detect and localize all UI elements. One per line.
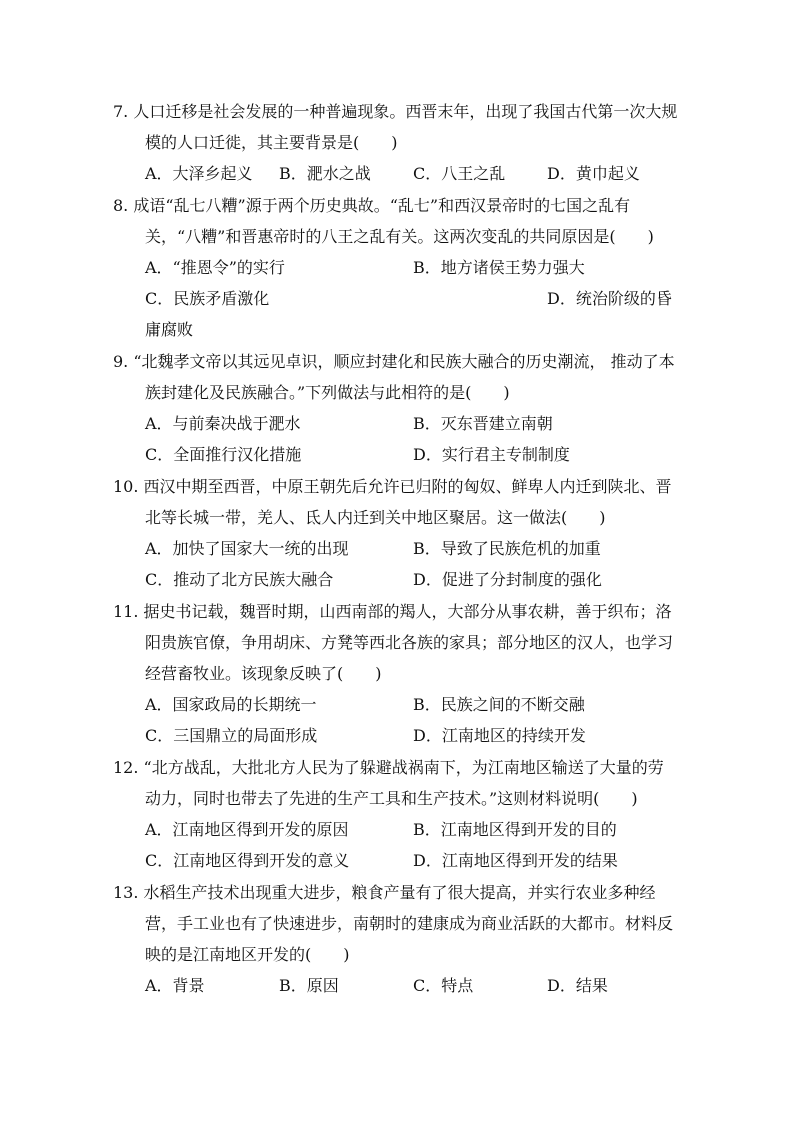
options-row <box>113 689 678 720</box>
options-row <box>113 845 678 876</box>
question-stem <box>113 190 678 252</box>
options-row <box>113 314 678 345</box>
options-row <box>113 283 678 314</box>
option-c: C．民族矛盾激化 <box>145 289 270 308</box>
question-11 <box>113 596 678 751</box>
question-text: 成语“乱七八糟”源于两个历史典故。“乱七”和西汉景帝时的七国之乱有关，“八糟”和晋惠帝时的八王之乱有关。这两次变乱的共同原因是( ) <box>133 196 654 246</box>
question-stem <box>113 752 678 814</box>
options-row <box>113 533 678 564</box>
question-text: “北方战乱，大批北方人民为了躲避战祸南下，为江南地区输送了大量的劳动力，同时也带去了先进的生产工具和生产技术。”这则材料说明( ) <box>143 758 664 808</box>
option-c: C．江南地区得到开发的意义 <box>145 851 350 870</box>
option-b: B．地方诸侯王势力强大 <box>413 258 585 277</box>
options-row <box>113 970 678 1001</box>
question-text: 人口迁移是社会发展的一种普遍现象。西晋末年，出现了我国古代第一次大规模的人口迁徙，其主要背景是( ) <box>133 102 678 152</box>
question-7 <box>113 96 678 189</box>
option-d: D．促进了分封制度的强化 <box>413 570 602 589</box>
options-row <box>113 252 678 283</box>
option-d: D．统治阶级的昏 <box>547 289 672 308</box>
option-c: C．八王之乱 <box>413 164 506 183</box>
option-a: A．大泽乡起义 <box>145 164 253 183</box>
option-c: C．推动了北方民族大融合 <box>145 570 334 589</box>
question-stem <box>113 346 678 408</box>
question-number: 8. <box>113 196 129 215</box>
option-a: A．加快了国家大一统的出现 <box>145 539 349 558</box>
question-9 <box>113 346 678 470</box>
question-number: 7. <box>113 102 129 121</box>
question-number: 13. <box>113 883 139 902</box>
option-c: C．特点 <box>413 976 474 995</box>
option-a: A．与前秦决战于淝水 <box>145 414 301 433</box>
question-number: 9. <box>113 352 129 371</box>
option-b: B．淝水之战 <box>279 164 371 183</box>
question-text: 西汉中期至西晋，中原王朝先后允许已归附的匈奴、鲜卑人内迁到陕北、晋北等长城一带，羌人、氐人内迁到关中地区聚居。这一做法( ) <box>143 477 672 527</box>
question-stem <box>113 471 678 533</box>
option-c: C．三国鼎立的局面形成 <box>145 726 318 745</box>
option-d: D．实行君主专制制度 <box>413 445 570 464</box>
option-b: B．原因 <box>279 976 339 995</box>
option-b: B．灭东晋建立南朝 <box>413 414 553 433</box>
question-stem <box>113 596 678 689</box>
option-b: B．江南地区得到开发的目的 <box>413 820 617 839</box>
options-row <box>113 814 678 845</box>
option-c: C．全面推行汉化措施 <box>145 445 302 464</box>
question-number: 11. <box>113 602 139 621</box>
option-b: B．民族之间的不断交融 <box>413 695 585 714</box>
question-12 <box>113 752 678 876</box>
question-text: 据史书记载，魏晋时期，山西南部的羯人，大部分从事农耕，善于织布；洛阳贵族官僚，争用胡床、方凳等西北各族的家具；部分地区的汉人，也学习经营畜牧业。该现象反映了( ) <box>143 602 674 683</box>
option-d: D．结果 <box>547 976 608 995</box>
question-number: 10. <box>113 477 139 496</box>
option-d: D．江南地区得到开发的结果 <box>413 851 618 870</box>
options-row <box>113 158 678 189</box>
question-stem <box>113 96 678 158</box>
question-text: 水稻生产技术出现重大进步，粮食产量有了很大提高，并实行农业多种经营，手工业也有了快速进步，南朝时的建康成为商业活跃的大都市。材料反映的是江南地区开发的( ) <box>143 883 674 964</box>
option-b: B．导致了民族危机的加重 <box>413 539 601 558</box>
options-row <box>113 439 678 470</box>
option-a: A．背景 <box>145 976 205 995</box>
question-8 <box>113 190 678 345</box>
question-text: “北魏孝文帝以其远见卓识，顺应封建化和民族大融合的历史潮流， 推动了本族封建化及民族融合。”下列做法与此相符的是( ) <box>133 352 675 402</box>
options-row <box>113 720 678 751</box>
option-d: D．黄巾起义 <box>547 164 640 183</box>
options-row <box>113 408 678 439</box>
question-number: 12. <box>113 758 139 777</box>
option-a: A．江南地区得到开发的原因 <box>145 820 349 839</box>
question-13 <box>113 877 678 1001</box>
option-d-continued: 庸腐败 <box>145 320 194 339</box>
question-stem <box>113 877 678 970</box>
option-a: A．“推恩令”的实行 <box>145 258 285 277</box>
option-a: A．国家政局的长期统一 <box>145 695 317 714</box>
option-d: D．江南地区的持续开发 <box>413 726 586 745</box>
options-row <box>113 564 678 595</box>
question-10 <box>113 471 678 595</box>
